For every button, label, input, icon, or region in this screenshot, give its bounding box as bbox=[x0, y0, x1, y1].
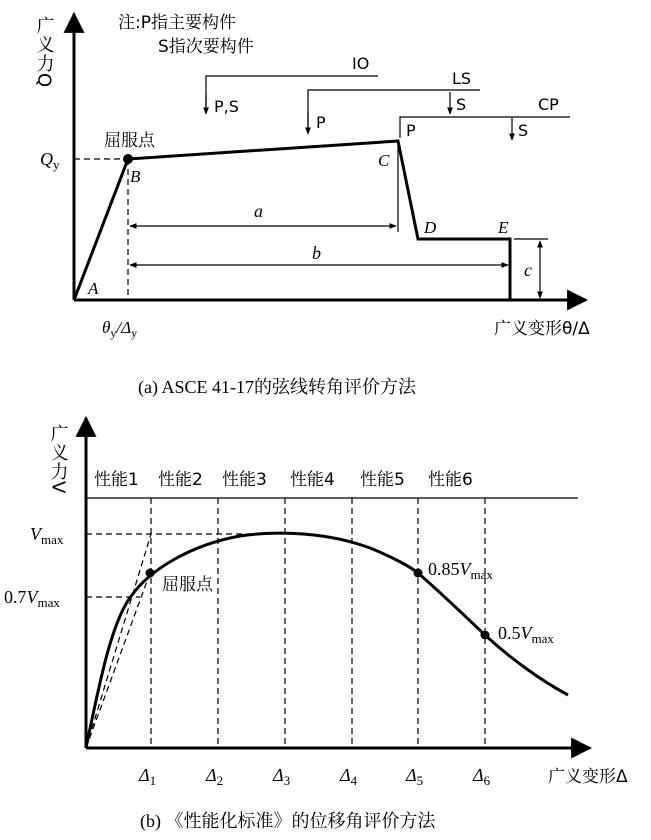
b-y-axis-label: 广义力V bbox=[47, 424, 69, 495]
a-io-label: IO bbox=[352, 54, 370, 73]
a-qy-label: $Q_y$ bbox=[40, 149, 60, 172]
figure-b bbox=[4, 418, 628, 832]
b-v07-label: $0.7V_{max}$ bbox=[4, 587, 60, 610]
a-io-p-bracket bbox=[308, 90, 480, 132]
b-delta-label: $\Delta_5$ bbox=[406, 765, 424, 788]
a-backbone-curve bbox=[74, 141, 510, 300]
a-cp-label: CP bbox=[538, 95, 559, 114]
a-point-E: E bbox=[498, 218, 509, 237]
b-perf-label: 性能5 bbox=[360, 470, 405, 490]
b-delta-label: $\Delta_2$ bbox=[206, 765, 224, 788]
a-x-axis-label: 广义变形θ/Δ bbox=[494, 319, 590, 339]
figure-a bbox=[34, 13, 591, 398]
a-y-axis-label: 广义力Q bbox=[33, 16, 55, 89]
a-cp-bracket bbox=[400, 117, 570, 138]
b-perf-label: 性能2 bbox=[158, 470, 203, 490]
b-perf-label: 性能6 bbox=[428, 470, 473, 490]
a-ps-label: P,S bbox=[214, 97, 239, 116]
a-s2-label: S bbox=[518, 121, 529, 140]
b-delta-label: $\Delta_1$ bbox=[139, 765, 157, 788]
b-v05-label: $0.5V_{max}$ bbox=[498, 623, 554, 646]
b-x-axis-label: 广义变形Δ bbox=[548, 767, 628, 787]
a-yield-point bbox=[123, 154, 133, 164]
b-perf-label: 性能3 bbox=[222, 470, 267, 490]
a-point-A: A bbox=[88, 279, 99, 298]
b-delta-label: $\Delta_6$ bbox=[473, 765, 491, 788]
a-dim-a-label: a bbox=[254, 201, 263, 221]
a-dim-c-label: c bbox=[524, 260, 532, 280]
a-point-C: C bbox=[378, 151, 390, 170]
b-v085-label: $0.85V_{max}$ bbox=[428, 559, 493, 582]
b-delta-labels bbox=[138, 765, 491, 788]
b-yield-label: 屈服点 bbox=[162, 575, 213, 595]
b-vmax-label: $V_{max}$ bbox=[30, 524, 64, 547]
b-capacity-curve bbox=[86, 533, 568, 748]
a-point-B: B bbox=[130, 167, 141, 186]
b-delta-label: $\Delta_3$ bbox=[273, 765, 291, 788]
a-ls-label: LS bbox=[452, 69, 472, 88]
a-x-tick-label: $\theta_y/\Delta_y$ bbox=[102, 318, 138, 340]
b-yield-point bbox=[146, 569, 155, 578]
b-perf-labels bbox=[94, 470, 473, 490]
a-caption: (a) ASCE 41-17的弦线转角评价方法 bbox=[138, 377, 416, 397]
b-delta-label: $\Delta_4$ bbox=[340, 765, 358, 788]
a-point-D: D bbox=[424, 218, 437, 237]
a-yield-label: 屈服点 bbox=[104, 131, 155, 151]
a-dim-b-label: b bbox=[312, 243, 321, 263]
b-secant-1 bbox=[86, 534, 151, 748]
b-perf-label: 性能4 bbox=[290, 470, 335, 490]
b-caption: (b) 《性能化标准》的位移角评价方法 bbox=[140, 811, 436, 831]
b-perf-label: 性能1 bbox=[94, 470, 139, 490]
a-note-line1: 注:P指主要构件 bbox=[118, 13, 236, 33]
a-p1-label: P bbox=[316, 113, 326, 132]
b-secant-2 bbox=[86, 573, 150, 748]
a-p2-label: P bbox=[406, 121, 416, 140]
b-085-point bbox=[414, 569, 423, 578]
a-s1-label: S bbox=[456, 95, 467, 114]
a-note-line2: S指次要构件 bbox=[158, 37, 254, 57]
b-05-point bbox=[481, 631, 490, 640]
